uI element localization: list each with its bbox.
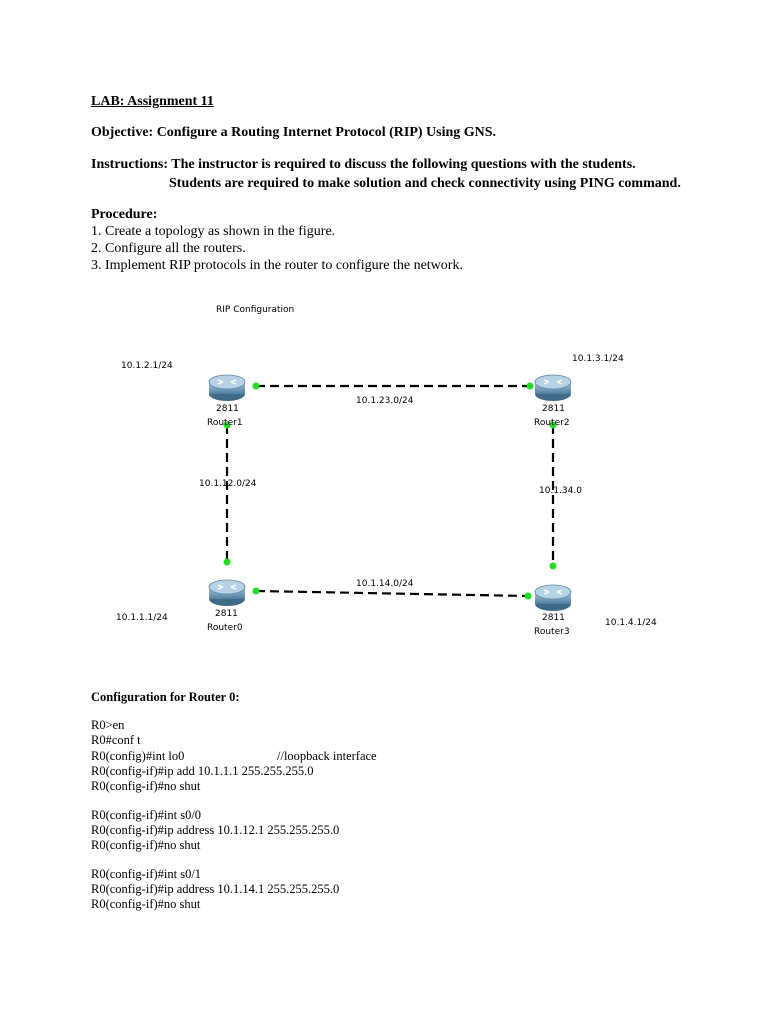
port-indicator: [253, 588, 260, 595]
link-label-bottom: 10.1.14.0/24: [356, 579, 414, 589]
router1-name: Router1: [207, 418, 243, 428]
port-indicator: [527, 383, 534, 390]
router3-name: Router3: [534, 627, 570, 637]
config-line: R0(config)#int lo0: [91, 749, 185, 763]
procedure-step: 2. Configure all the routers.: [91, 241, 246, 256]
config-line: R0(config-if)#int s0/0: [91, 808, 202, 822]
port-indicator: [550, 563, 557, 570]
router-icon-router3[interactable]: [535, 585, 571, 611]
topology-diagram: [0, 295, 768, 655]
router1-model: 2811: [216, 404, 239, 414]
config-line: R0>en: [91, 718, 125, 732]
router2-model: 2811: [542, 404, 565, 414]
config-line: R0(config-if)#no shut: [91, 897, 201, 911]
port-indicator: [525, 593, 532, 600]
router-icon-router1[interactable]: [209, 375, 245, 401]
link-label-top: 10.1.23.0/24: [356, 396, 414, 406]
config-heading: Configuration for Router 0:: [91, 690, 240, 704]
procedure-heading: Procedure:: [91, 207, 158, 222]
instructions-line-2: Students are required to make solution and check connectivity using PING command.: [169, 176, 681, 191]
router3-model: 2811: [542, 613, 565, 623]
config-line: R0(config-if)#int s0/1: [91, 867, 202, 881]
port-indicator: [224, 559, 231, 566]
config-line: R0(config-if)#ip address 10.1.12.1 255.255.255.0: [91, 823, 340, 837]
router0-name: Router0: [207, 623, 243, 633]
router-icon-router0[interactable]: [209, 580, 245, 606]
config-line: R0(config-if)#no shut: [91, 838, 201, 852]
link-label-right: 10.1.34.0: [539, 486, 582, 496]
router1-loopback: 10.1.2.1/24: [121, 361, 173, 371]
router0-model: 2811: [215, 609, 238, 619]
config-line: R0#conf t: [91, 733, 141, 747]
port-indicator: [253, 383, 260, 390]
config-line: R0(config-if)#ip address 10.1.14.1 255.255.255.0: [91, 882, 340, 896]
link-bottom: [256, 591, 528, 596]
config-line: R0(config-if)#ip add 10.1.1.1 255.255.255.0: [91, 764, 314, 778]
link-label-left: 10.1.12.0/24: [199, 479, 257, 489]
config-comment: //loopback interface: [277, 749, 377, 763]
lab-title: LAB: Assignment 11: [91, 94, 214, 109]
router3-loopback: 10.1.4.1/24: [605, 618, 657, 628]
router2-loopback: 10.1.3.1/24: [572, 354, 624, 364]
router0-loopback: 10.1.1.1/24: [116, 613, 168, 623]
objective-text: Objective: Configure a Routing Internet Protocol (RIP) Using GNS.: [91, 125, 497, 140]
procedure-step: 1. Create a topology as shown in the figure.: [91, 224, 336, 239]
router2-name: Router2: [534, 418, 570, 428]
instructions-line-1: Instructions: The instructor is required to discuss the following questions with the students.: [91, 157, 636, 172]
router-icon-router2[interactable]: [535, 375, 571, 401]
diagram-caption: RIP Configuration: [216, 305, 295, 315]
config-line: R0(config-if)#no shut: [91, 779, 201, 793]
procedure-step: 3. Implement RIP protocols in the router to configure the network.: [91, 258, 463, 273]
